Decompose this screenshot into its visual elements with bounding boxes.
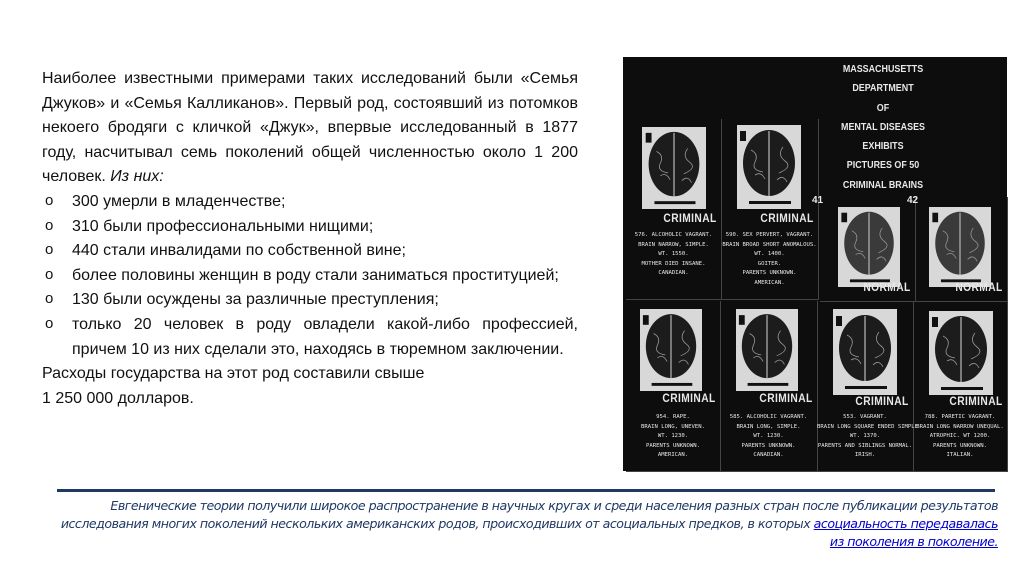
brain-panel bbox=[626, 301, 721, 472]
main-text bbox=[42, 67, 578, 411]
description-line: 590. SEX PERVERT, VAGRANT. bbox=[725, 232, 814, 238]
brain-image bbox=[838, 207, 900, 287]
brain-image bbox=[640, 309, 702, 391]
description-line: PARENTS UNKNOWN. bbox=[933, 442, 987, 449]
panel-number: 42 bbox=[907, 195, 919, 206]
description-line: 585. ALCOHOLIC VAGRANT. bbox=[729, 414, 808, 420]
panel-number: 41 bbox=[812, 195, 824, 206]
description-line: 788. PARETIC VAGRANT. bbox=[924, 414, 996, 420]
brain-label: NORMAL bbox=[955, 280, 1003, 294]
brain-image bbox=[642, 127, 706, 209]
brain-label: CRIMINAL bbox=[949, 394, 1003, 408]
brain-label: CRIMINAL bbox=[662, 391, 716, 405]
bullet-item: o 130 были осуждены за различные преступления; bbox=[42, 288, 578, 313]
photo-title-line: CRIMINAL BRAINS bbox=[842, 178, 924, 191]
photo-title-line: DEPARTMENT bbox=[852, 82, 914, 95]
bullet-list bbox=[42, 190, 578, 362]
brain-image bbox=[833, 309, 897, 395]
description-line: ITALIAN. bbox=[946, 452, 974, 458]
caption-link[interactable]: асоциальность передавалась из поколения в поколение. bbox=[813, 516, 998, 549]
intro-text: Наиболее известными примерами таких исследований были «Семья Джуков» и «Семья Калликанов». Первый род, состоявший из потомков некоего бродяги с кличкой «Джук», впервые исследованный в 1877 году, насчитывал семь поколений общей численностью около 1 200 человек. bbox=[42, 70, 578, 186]
description-line: AMERICAN. bbox=[754, 279, 785, 286]
photo-title-line: EXHIBITS bbox=[862, 140, 904, 153]
intro-paragraph bbox=[42, 67, 578, 190]
brain-description bbox=[626, 413, 720, 461]
bullet-item: o более половины женщин в роду стали заниматься проституцией; bbox=[42, 264, 578, 289]
bullet-item: o 310 были профессиональными нищими; bbox=[42, 215, 578, 240]
description-line: BRAIN LONG, SIMPLE. bbox=[736, 423, 801, 430]
description-line: 576. ALCOHOLIC VAGRANT. bbox=[634, 232, 713, 238]
description-line: 954. RAPE. bbox=[656, 414, 690, 420]
criminal-brains-photo bbox=[623, 57, 1007, 471]
description-line: WT. 1550. bbox=[658, 251, 689, 257]
brain-description bbox=[626, 231, 721, 279]
brain-label: CRIMINAL bbox=[855, 394, 909, 408]
description-line: MOTHER DIED INSANE. bbox=[641, 260, 706, 267]
description-line: WT. 1370. bbox=[849, 433, 881, 439]
description-line: BRAIN LONG NARROW UNEQUAL. bbox=[916, 423, 1004, 430]
conclusion-line-1: Расходы государства на этот род составили свыше bbox=[42, 365, 425, 383]
description-line: IRISH. bbox=[854, 452, 876, 458]
brain-panel bbox=[721, 119, 819, 300]
description-line: PARENTS AND SIBLINGS NORMAL. bbox=[817, 442, 913, 449]
brain-panel bbox=[913, 301, 1008, 472]
description-line: 553. VAGRANT. bbox=[843, 414, 887, 420]
photo-title-line: PICTURES OF 50 bbox=[846, 159, 920, 172]
description-line: PARENTS UNKNOWN. bbox=[742, 270, 797, 276]
brain-panel bbox=[626, 119, 722, 300]
description-line: PARENTS UNKNOWN. bbox=[741, 442, 796, 449]
divider-line bbox=[57, 489, 995, 492]
brain-image bbox=[736, 309, 798, 391]
description-line: WT. 1230. bbox=[753, 433, 784, 439]
photo-title-line: OF bbox=[876, 101, 890, 114]
description-line: WT. 1400. bbox=[754, 251, 785, 257]
brain-description bbox=[720, 413, 817, 461]
bullet-item: o 300 умерли в младенчестве; bbox=[42, 190, 578, 215]
brain-panel bbox=[907, 195, 1008, 302]
brain-image bbox=[737, 125, 801, 209]
description-line: BRAIN BROAD SHORT ANOMALOUS. bbox=[722, 241, 817, 248]
description-line: CANADIAN. bbox=[753, 452, 784, 458]
caption-text: Евгенические теории получили широкое распространение в научных кругах и среди населения разных стран после публикации результатов исследования многих поколений нескольких американских родов, происходивших от асоциальных предков, в которых bbox=[60, 498, 998, 531]
brain-panel bbox=[817, 301, 919, 472]
bullet-item: o только 20 человек в роду овладели какой-либо профессией, причем 10 из них сделали это, находясь в тюремном заключении. bbox=[42, 313, 578, 362]
photo-title-line: MASSACHUSETTS bbox=[842, 63, 924, 75]
brain-image bbox=[929, 207, 991, 287]
photo-title-line: MENTAL DISEASES bbox=[841, 120, 925, 133]
caption bbox=[60, 497, 998, 551]
bullet-item: o 440 стали инвалидами по собственной вине; bbox=[42, 239, 578, 264]
brain-panel bbox=[720, 301, 818, 472]
brain-label: CRIMINAL bbox=[663, 211, 717, 225]
description-line: WT. 1230. bbox=[657, 433, 689, 439]
description-line: BRAIN LONG, UNEVEN. bbox=[641, 423, 705, 430]
description-line: BRAIN NARROW, SIMPLE. bbox=[638, 241, 709, 248]
description-line: PARENTS UNKNOWN. bbox=[646, 442, 700, 449]
brain-label: CRIMINAL bbox=[759, 391, 813, 405]
description-line: GOITER. bbox=[757, 260, 782, 267]
brain-label: CRIMINAL bbox=[760, 211, 814, 225]
brain-description bbox=[817, 413, 919, 461]
description-line: CANADIAN. bbox=[658, 270, 689, 276]
description-line: BRAIN LONG SQUARE ENDED SIMPLE bbox=[817, 423, 919, 430]
brain-image bbox=[929, 311, 993, 395]
description-line: ATROPHIC. WT 1200. bbox=[929, 433, 991, 439]
intro-italic: Из них: bbox=[110, 168, 164, 186]
brain-label: NORMAL bbox=[863, 280, 911, 294]
description-line: AMERICAN. bbox=[657, 452, 689, 458]
brain-description bbox=[913, 413, 1007, 461]
conclusion-line-2: 1 250 000 долларов. bbox=[42, 389, 194, 407]
brain-description bbox=[721, 231, 818, 288]
brain-panel bbox=[812, 195, 919, 302]
photo-title bbox=[828, 60, 939, 195]
